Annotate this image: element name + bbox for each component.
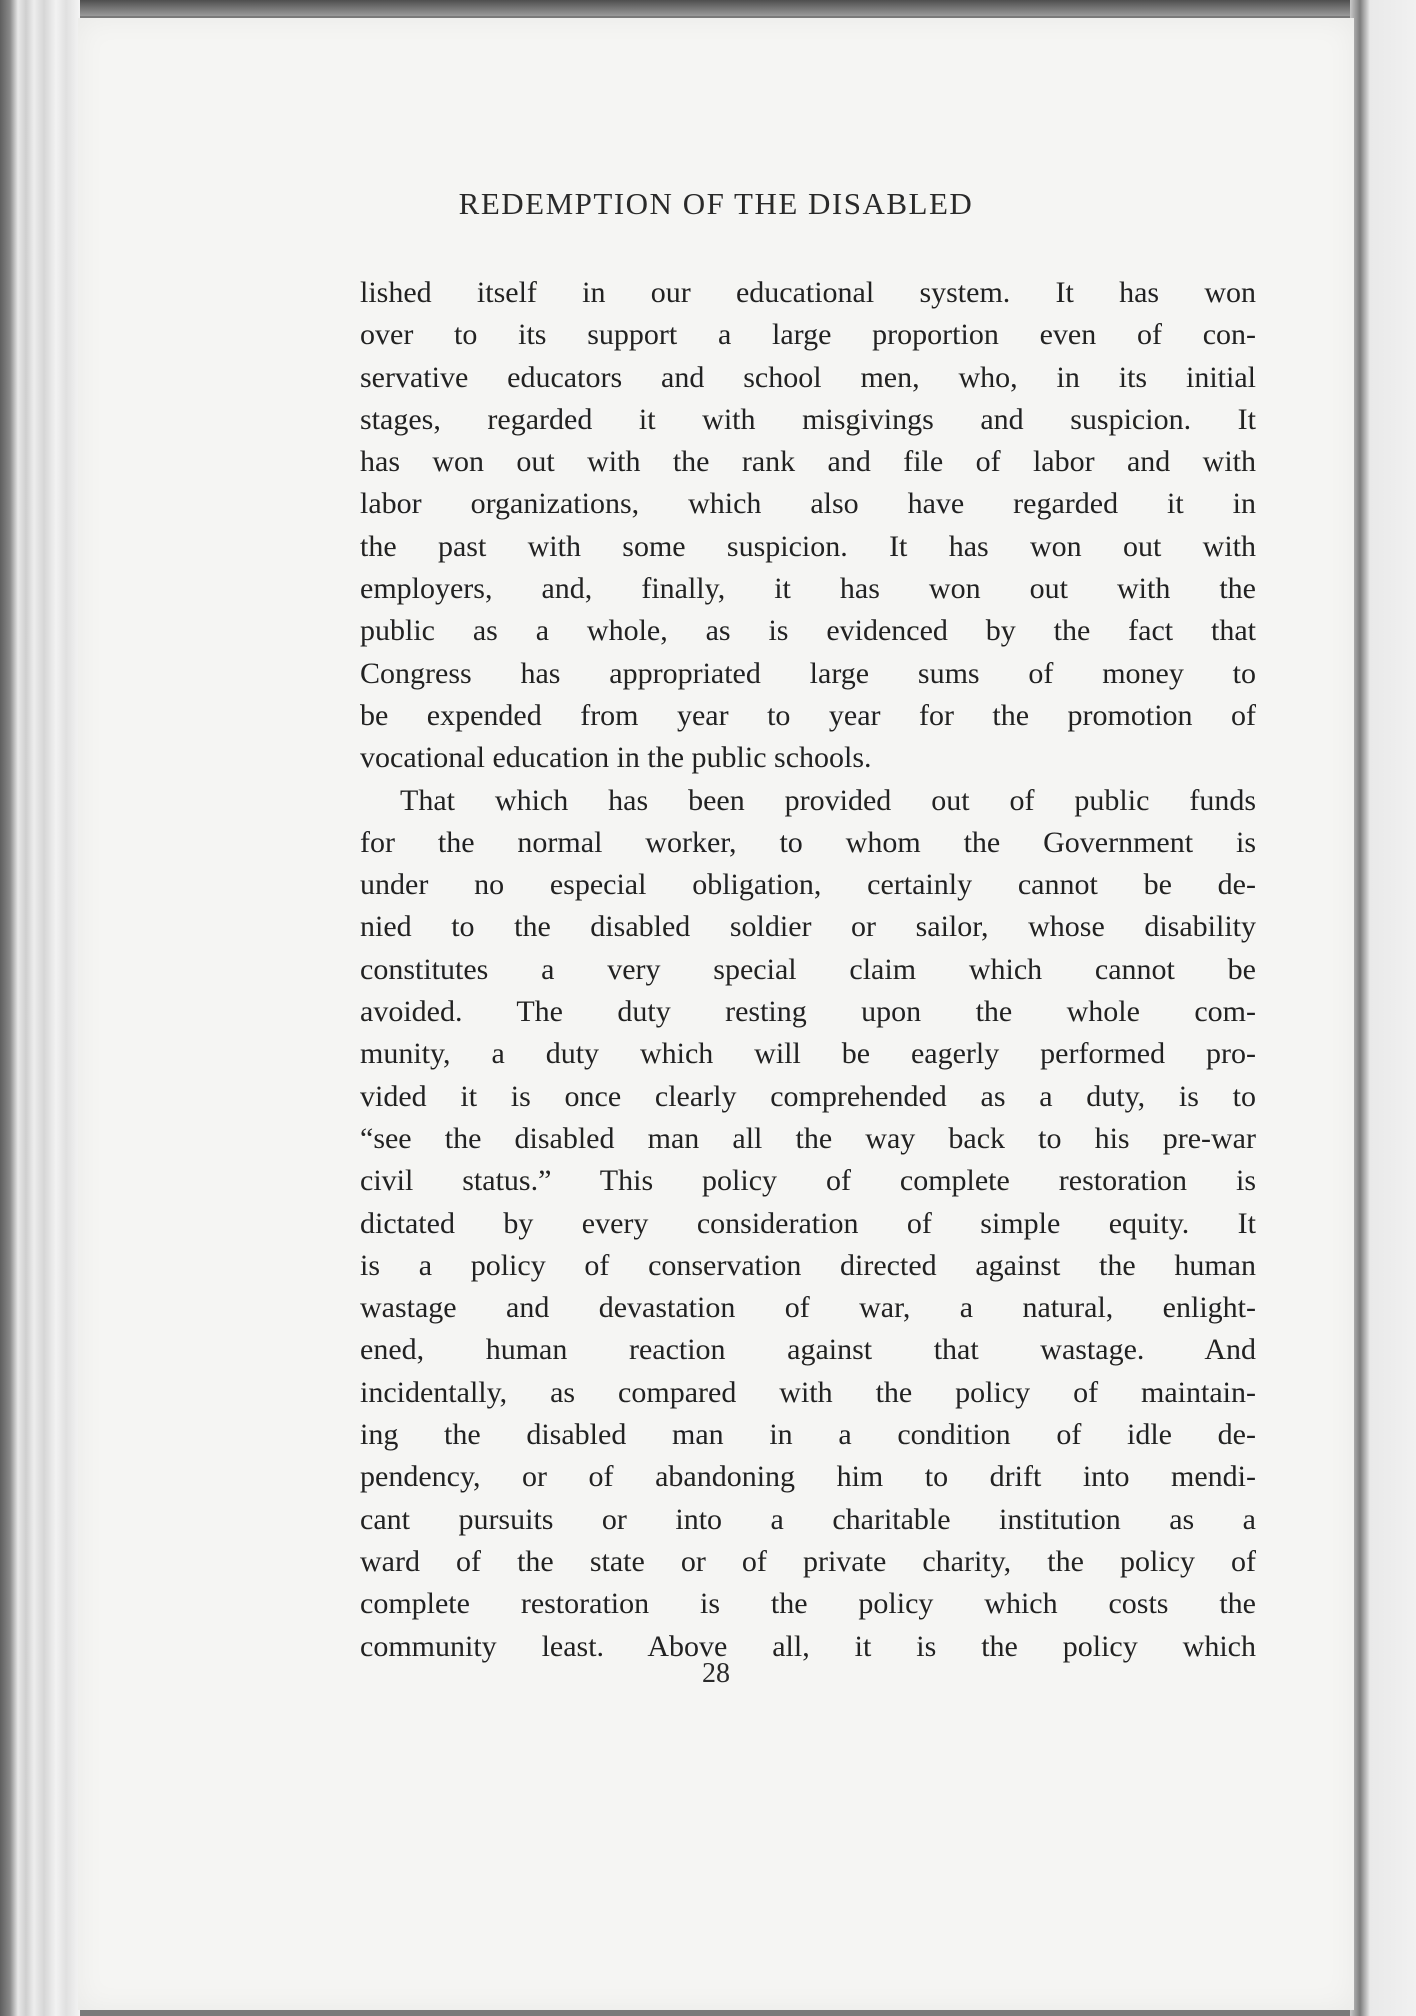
text-line: under no especial obligation, certainly cannot be de- (360, 868, 1256, 902)
text-line: civil status.” This policy of complete restoration is (360, 1164, 1256, 1198)
text-line: That which has been provided out of public funds (400, 783, 1256, 817)
text-line: for the normal worker, to whom the Government is (360, 825, 1256, 859)
text-line: vocational education in the public schools. (360, 741, 872, 775)
text-line: ened, human reaction against that wastage. And (360, 1333, 1256, 1367)
text-line: “see the disabled man all the way back to his pre-war (360, 1121, 1256, 1155)
left-page-edges (0, 0, 80, 2016)
top-edge (0, 0, 1416, 16)
right-gutter (1350, 0, 1416, 2016)
text-line: incidentally, as compared with the policy of maintain- (360, 1375, 1256, 1409)
text-line: public as a whole, as is evidenced by the fact that (360, 614, 1256, 648)
text-line: ing the disabled man in a condition of idle de- (360, 1418, 1256, 1452)
text-line: wastage and devastation of war, a natural, enlight- (360, 1291, 1256, 1325)
text-line: munity, a duty which will be eagerly performed pro- (360, 1037, 1256, 1071)
text-line: dictated by every consideration of simple equity. It (360, 1206, 1256, 1240)
page-number: 28 (702, 1658, 730, 1689)
text-line: complete restoration is the policy which costs the (360, 1587, 1256, 1621)
book-page (78, 18, 1354, 2010)
text-line: employers, and, finally, it has won out with the (360, 572, 1256, 606)
text-line: the past with some suspicion. It has won out with (360, 529, 1256, 563)
text-line: lished itself in our educational system. It has won (360, 276, 1256, 309)
text-line: stages, regarded it with misgivings and suspicion. It (360, 402, 1256, 436)
text-line: pendency, or of abandoning him to drift into mendi- (360, 1460, 1256, 1494)
text-line: be expended from year to year for the promotion of (360, 698, 1256, 732)
text-line: is a policy of conservation directed against the human (360, 1248, 1256, 1282)
text-line: ward of the state or of private charity, the policy of (360, 1544, 1256, 1578)
running-head: REDEMPTION OF THE DISABLED (458, 186, 974, 221)
text-line: vided it is once clearly comprehended as a duty, is to (360, 1079, 1256, 1113)
text-line: labor organizations, which also have regarded it in (360, 487, 1256, 521)
text-line: servative educators and school men, who, in its initial (360, 360, 1256, 394)
text-line: over to its support a large proportion even of con- (360, 318, 1256, 352)
text-line: has won out with the rank and file of labor and with (360, 445, 1256, 479)
text-line: Congress has appropriated large sums of money to (360, 656, 1256, 690)
text-line: community least. Above all, it is the policy which (360, 1629, 1256, 1663)
text-line: nied to the disabled soldier or sailor, whose disability (360, 910, 1256, 944)
text-line: avoided. The duty resting upon the whole com- (360, 995, 1256, 1029)
text-line: cant pursuits or into a charitable institution as a (360, 1502, 1256, 1536)
text-line: constitutes a very special claim which cannot be (360, 952, 1256, 986)
body-text (360, 272, 1256, 1668)
